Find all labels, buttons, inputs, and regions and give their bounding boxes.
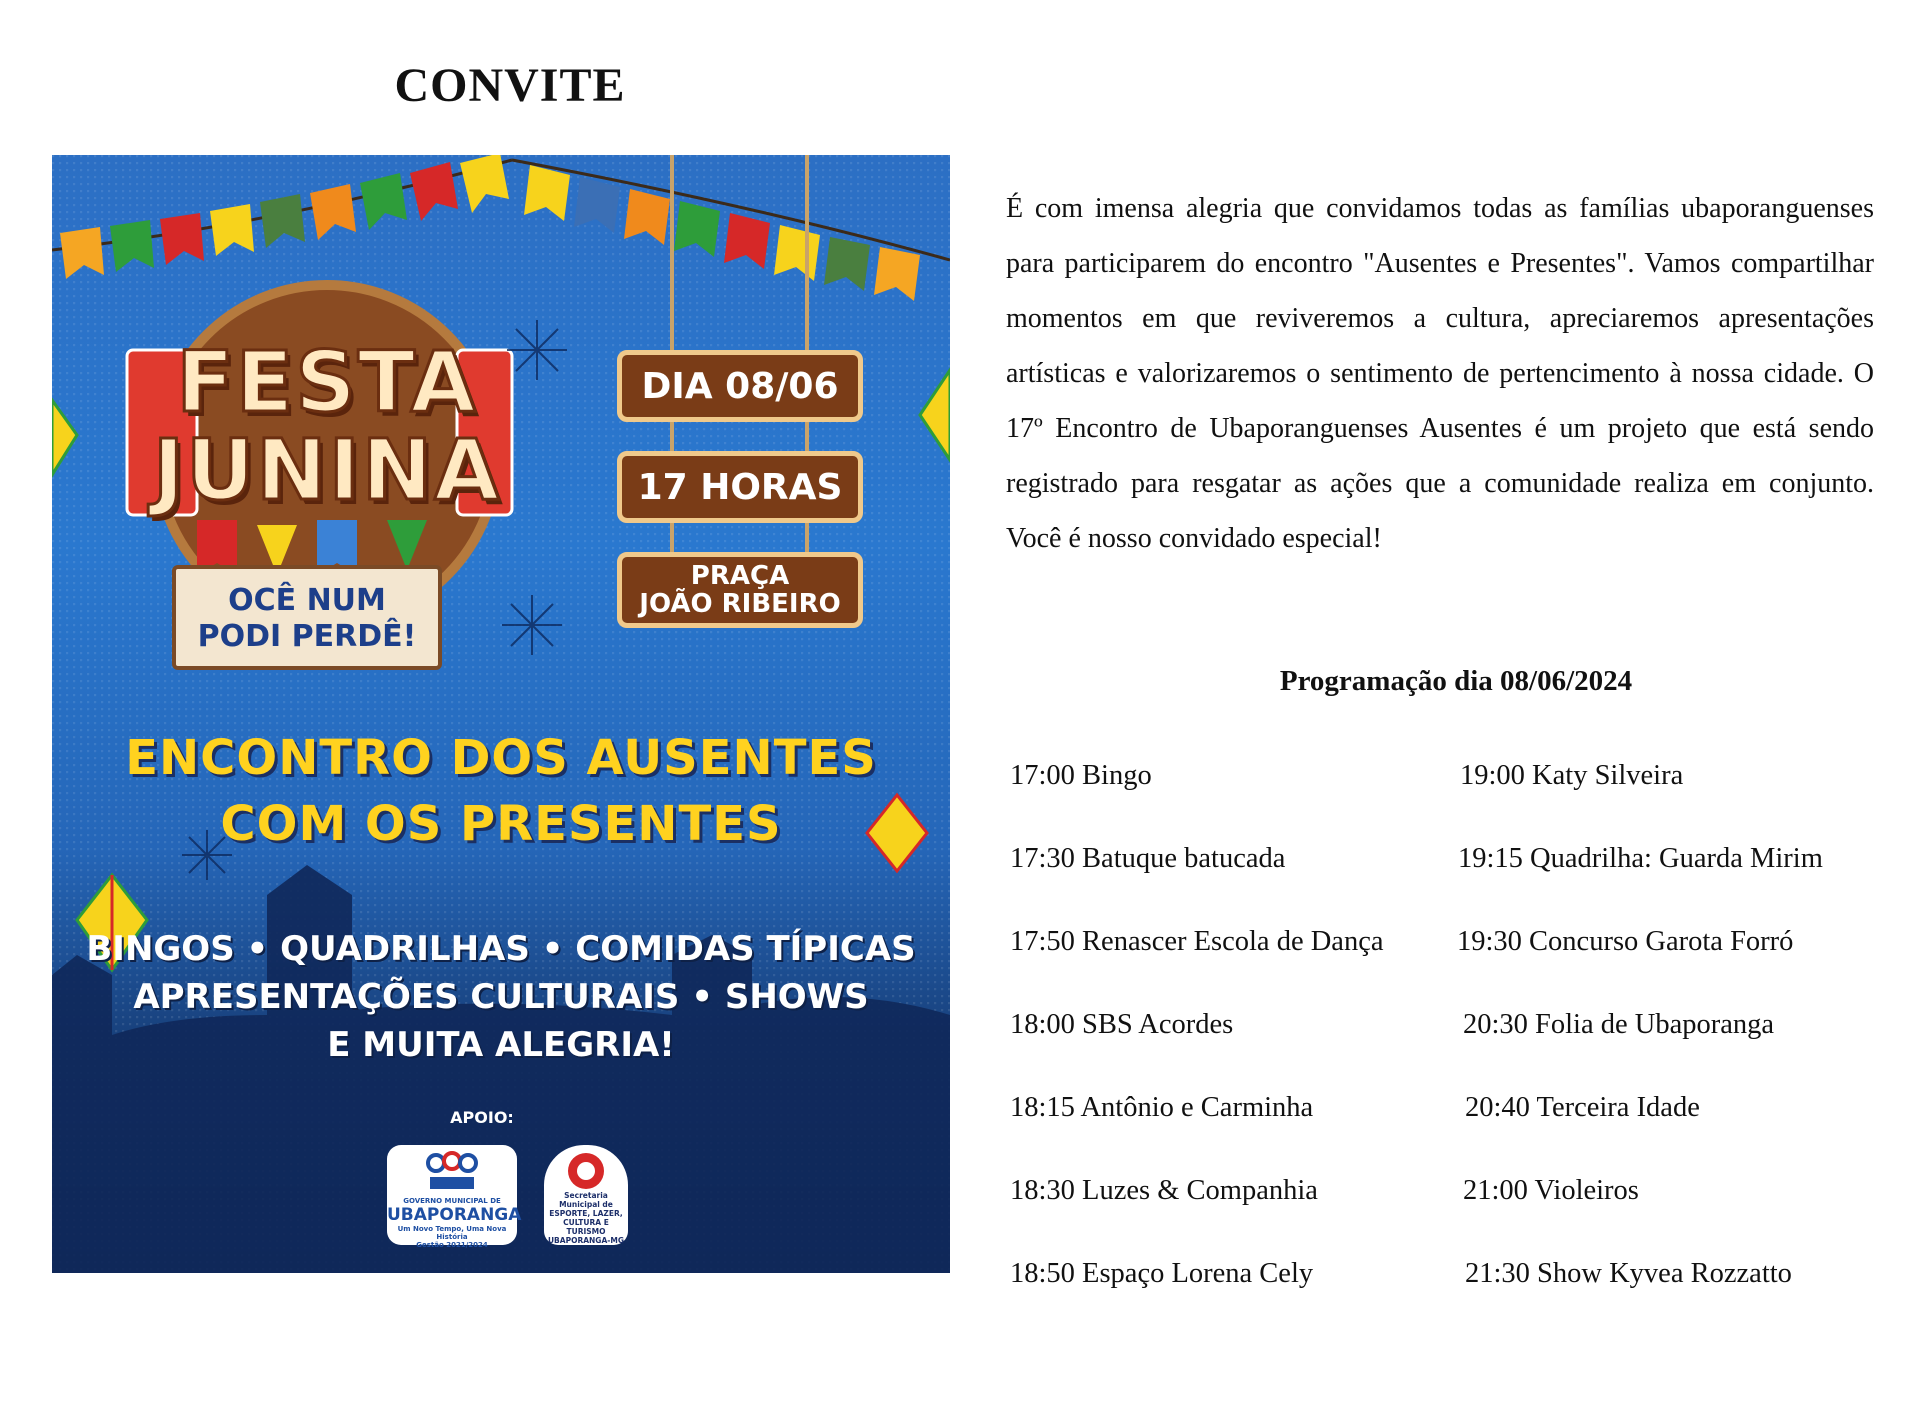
activities-line-1: BINGOS • QUADRILHAS • COMIDAS TÍPICAS <box>86 929 916 969</box>
schedule-item: 18:00 SBS Acordes <box>1010 1009 1234 1040</box>
gov-logo-top: GOVERNO MUNICIPAL DE <box>403 1197 501 1205</box>
schedule-item: 17:00 Bingo <box>1010 760 1152 791</box>
schedule-item: 20:40 Terceira Idade <box>1465 1092 1700 1123</box>
sec-logo-line-1: Secretaria Municipal de <box>559 1191 613 1209</box>
schedule-item: 20:30 Folia de Ubaporanga <box>1463 1009 1775 1040</box>
gov-logo-term: Gestão 2021/2024 <box>416 1241 488 1249</box>
slogan-line-1: OCÊ NUM <box>228 583 386 618</box>
place-sign <box>617 552 863 628</box>
schedule-item: 18:50 Espaço Lorena Cely <box>1010 1258 1314 1289</box>
activities-line-3: E MUITA ALEGRIA! <box>327 1025 675 1065</box>
place-line-2: JOÃO RIBEIRO <box>639 589 841 619</box>
slogan-banner <box>172 565 442 670</box>
page-title: CONVITE <box>394 59 626 112</box>
sec-logo-line-3: CULTURA E TURISMO <box>563 1218 609 1236</box>
festa-junina-logo <box>127 333 527 519</box>
encontro-line-1: ENCONTRO DOS AUSENTES <box>125 730 877 786</box>
schedule-item: 21:00 Violeiros <box>1463 1175 1639 1206</box>
date-sign: DIA 08/06 <box>617 350 863 422</box>
schedule-item: 17:50 Renascer Escola de Dança <box>1010 926 1384 957</box>
gov-logo-tagline: Um Novo Tempo, Uma Nova História <box>397 1225 507 1241</box>
schedule-item: 19:00 Katy Silveira <box>1460 760 1684 791</box>
schedule-item: 21:30 Show Kyvea Rozzatto <box>1465 1258 1792 1289</box>
sec-logo-line-4: UBAPORANGA-MG <box>547 1236 625 1245</box>
logo-junina-word: JUNINA <box>152 421 502 519</box>
culture-emblem-icon <box>564 1151 608 1191</box>
schedule-item: 18:30 Luzes & Companhia <box>1010 1175 1318 1206</box>
schedule-title: Programação dia 08/06/2024 <box>1279 665 1633 697</box>
sec-logo-line-2: ESPORTE, LAZER, <box>549 1209 623 1218</box>
poster-artwork <box>52 155 950 1273</box>
gov-logo-name: UBAPORANGA <box>387 1205 522 1225</box>
family-emblem-icon <box>422 1151 482 1193</box>
schedule-item: 17:30 Batuque batucada <box>1010 843 1286 874</box>
place-line-1: PRAÇA <box>690 561 790 591</box>
ubaporanga-government-logo <box>387 1145 522 1249</box>
festa-junina-poster <box>52 155 950 1273</box>
activities-line-2: APRESENTAÇÕES CULTURAIS • SHOWS <box>133 977 869 1017</box>
encontro-line-2: COM OS PRESENTES <box>220 796 782 852</box>
logo-festa-word: FESTA <box>176 333 478 431</box>
time-sign: 17 HORAS <box>617 451 863 523</box>
invitation-paragraph: É com imensa alegria que convidamos todas as famílias ubaporanguenses para participarem do encontro "Ausentes e Presentes". Vamos compartilhar momentos em que reviveremos a cultura, apreciaremos apresentações artísticas e valorizaremos o sentimento de pertencimento à nossa cidade. O 17º Encontro de Ubaporanguenses Ausentes é um projeto que está sendo registrado para resgatar as ações que a comunidade realiza em conjunto. Você é nosso convidado especial! <box>1006 193 1874 554</box>
schedule-item: 19:15 Quadrilha: Guarda Mirim <box>1458 843 1823 874</box>
secretaria-logo <box>544 1145 628 1245</box>
schedule-item: 19:30 Concurso Garota Forró <box>1457 926 1794 957</box>
slogan-line-2: PODI PERDÊ! <box>197 619 417 654</box>
apoio-label: APOIO: <box>450 1108 514 1127</box>
schedule-item: 18:15 Antônio e Carminha <box>1010 1092 1314 1123</box>
bunting-flags <box>60 155 920 301</box>
activities-list <box>52 925 950 1069</box>
encontro-headline <box>52 725 950 857</box>
